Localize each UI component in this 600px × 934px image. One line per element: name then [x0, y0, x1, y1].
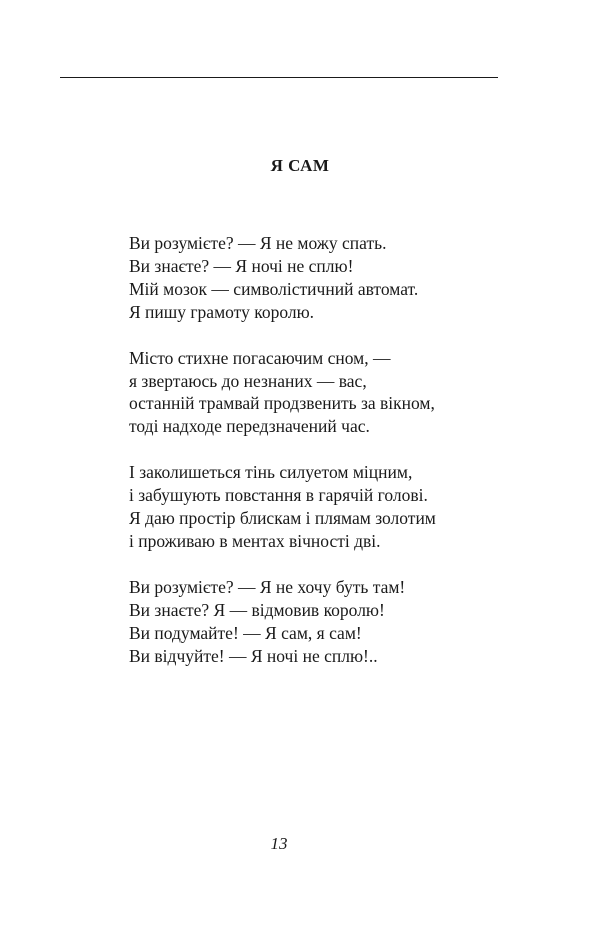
poem-line: Ви розумієте? — Я не можу спать.: [129, 233, 387, 253]
stanza-4: [129, 576, 569, 668]
poem-line: Місто стихне погасаючим сном, —: [129, 347, 391, 368]
poem-line: я звертаюсь до незнаних — вас,: [129, 370, 367, 391]
page-number: 13: [270, 834, 288, 853]
poem-line: Я даю простір блискам і плямам золотим: [129, 508, 436, 529]
poem-title: Я САМ: [270, 156, 330, 175]
stanza-3: [129, 461, 569, 553]
poem-line: останній трамвай продзвенить за вікном,: [129, 393, 435, 414]
poem-line: Ви знаєте? — Я ночі не сплю!: [129, 255, 354, 276]
poem-line: тоді надходе передзначений час.: [129, 416, 370, 437]
poem-line: і забушують повстання в гарячій голові.: [129, 485, 428, 506]
stanza-1: [129, 232, 569, 324]
poem-line: Я пишу грамоту королю.: [129, 301, 315, 322]
poem-line: Ви відчуйте! — Я ночі не сплю!..: [129, 645, 378, 666]
poem-line: Мій мозок — символістичний автомат.: [129, 278, 419, 299]
poem-line: Ви знаєте? Я — відмовив королю!: [129, 599, 385, 620]
poem-body: [129, 232, 569, 691]
stanza-2: [129, 347, 569, 439]
poem-line: Ви подумайте! — Я сам, я сам!: [129, 622, 362, 643]
header-rule: [60, 77, 498, 78]
poem-line: І заколишеться тінь силуетом міцним,: [129, 462, 413, 483]
poem-line: і проживаю в ментах вічності дві.: [129, 530, 381, 551]
poem-line: Ви розумієте? — Я не хочу буть там!: [129, 576, 406, 597]
